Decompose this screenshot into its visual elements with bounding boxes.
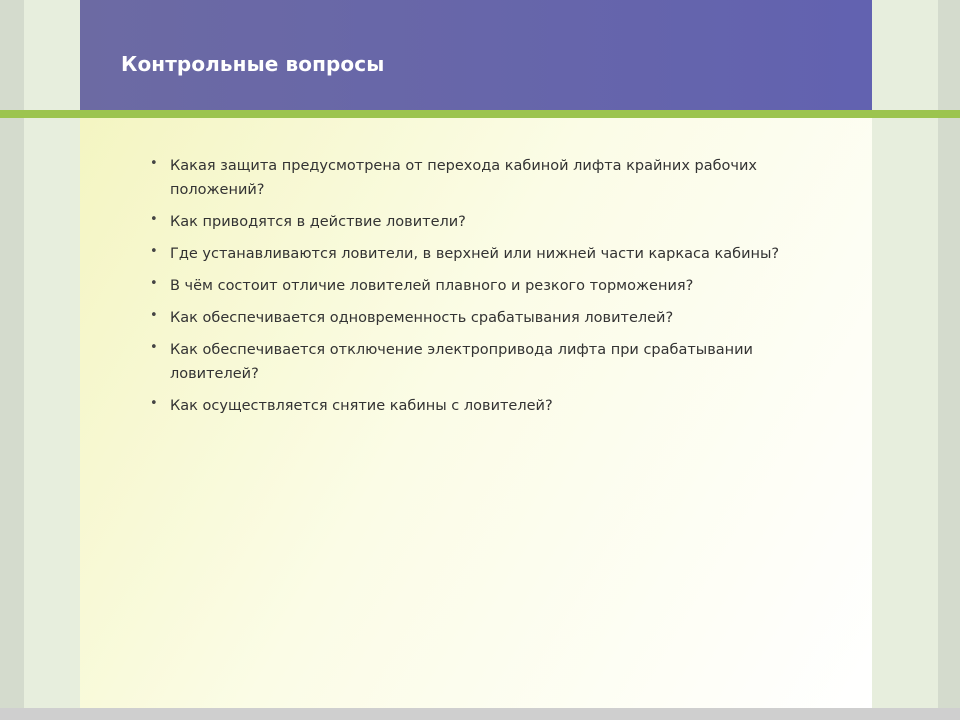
question-text: Какая защита предусмотрена от перехода кабиной лифта крайних рабочих положений? — [170, 158, 758, 198]
question-text: В чём состоит отличие ловителей плавного и резкого торможения? — [170, 278, 694, 294]
slide-content — [80, 118, 872, 708]
question-item — [150, 338, 810, 386]
question-text: Как обеспечивается отключение электропривода лифта при срабатывании ловителей? — [170, 342, 753, 382]
question-item — [150, 394, 810, 418]
question-item — [150, 306, 810, 330]
bullet-icon: • — [150, 276, 158, 291]
bottom-bar — [0, 708, 960, 720]
question-item — [150, 210, 810, 234]
bullet-icon: • — [150, 156, 158, 171]
accent-divider — [0, 110, 960, 118]
bullet-icon: • — [150, 340, 158, 355]
left-outer-stripe — [0, 0, 24, 720]
question-item — [150, 242, 810, 266]
question-item — [150, 154, 810, 202]
question-text: Где устанавливаются ловители, в верхней или нижней части каркаса кабины? — [170, 246, 780, 262]
question-text: Как обеспечивается одновременность срабатывания ловителей? — [170, 310, 674, 326]
question-text: Как приводятся в действие ловители? — [170, 214, 466, 230]
slide-title: Контрольные вопросы — [121, 52, 385, 76]
bullet-icon: • — [150, 396, 158, 411]
question-item — [150, 274, 810, 298]
question-text: Как осуществляется снятие кабины с ловителей? — [170, 398, 553, 414]
right-outer-stripe — [938, 0, 960, 720]
right-inner-stripe — [872, 0, 938, 720]
slide-header — [80, 0, 872, 110]
bullet-icon: • — [150, 308, 158, 323]
bullet-icon: • — [150, 212, 158, 227]
question-list — [150, 154, 810, 426]
left-inner-stripe — [24, 0, 80, 720]
bullet-icon: • — [150, 244, 158, 259]
